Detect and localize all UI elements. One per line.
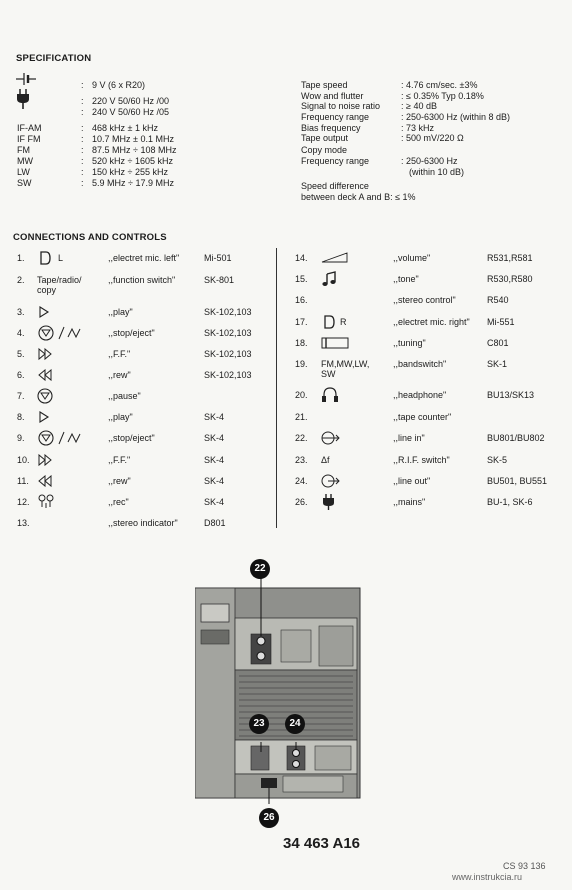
control-ref: BU801/BU802 — [487, 433, 545, 443]
spec-label: IF FM — [17, 134, 41, 144]
control-name: ,,R.I.F. switch" — [393, 455, 450, 465]
control-number: 7. — [17, 391, 25, 401]
control-symbol: L — [58, 253, 64, 263]
rewind-icon — [37, 473, 85, 489]
watermark: www.instrukcia.ru — [452, 872, 523, 882]
control-ref: SK-4 — [204, 497, 225, 507]
column-divider — [276, 248, 277, 528]
spec-label: Signal to noise ratio — [301, 101, 381, 111]
control-number: 22. — [295, 433, 308, 443]
spec-value: 5.9 MHz ÷ 17.9 MHz — [92, 178, 174, 188]
control-symbol-line2: copy — [37, 285, 57, 295]
control-symbol: Tape/radio/ — [37, 275, 82, 285]
control-number: 14. — [295, 253, 308, 263]
control-name: ,,tone" — [393, 274, 419, 284]
control-number: 23. — [295, 455, 308, 465]
spec-colon: : — [81, 145, 84, 155]
control-number: 26. — [295, 497, 308, 507]
tuning-scale-icon — [321, 335, 351, 351]
control-name: ,,volume" — [393, 253, 431, 263]
control-ref: Mi-551 — [487, 317, 515, 327]
control-number: 5. — [17, 349, 25, 359]
control-number: 3. — [17, 307, 25, 317]
mains-plug-icon — [16, 89, 30, 109]
spec-value: (within 10 dB) — [409, 167, 465, 177]
spec-colon: : — [81, 96, 84, 106]
control-name: ,,stop/eject" — [108, 328, 155, 338]
control-number: 6. — [17, 370, 25, 380]
control-number: 19. — [295, 359, 308, 369]
control-ref: SK-801 — [204, 275, 235, 285]
control-symbol: R — [340, 317, 347, 327]
callout-22: 22 — [250, 559, 270, 579]
spec-value: : ≥ 40 dB — [401, 101, 437, 111]
spec-value: 520 kHz ÷ 1605 kHz — [92, 156, 173, 166]
callout-24: 24 — [285, 714, 305, 734]
control-number: 21. — [295, 412, 308, 422]
device-side-panel-figure — [195, 578, 365, 806]
spec-label: Tape speed — [301, 80, 348, 90]
control-name: ,,stop/eject" — [108, 433, 155, 443]
spec-colon: : — [81, 107, 84, 117]
control-ref: R530,R580 — [487, 274, 533, 284]
spec-value: 9 V (6 x R20) — [92, 80, 146, 90]
spec-value: 240 V 50/60 Hz /05 — [92, 107, 170, 117]
spec-label: MW — [17, 156, 33, 166]
control-number: 18. — [295, 338, 308, 348]
control-ref: C801 — [487, 338, 509, 348]
control-name: ,,bandswitch" — [393, 359, 447, 369]
control-number: 16. — [295, 295, 308, 305]
controls-heading: CONNECTIONS AND CONTROLS — [13, 232, 167, 243]
control-name: ,,F.F." — [108, 349, 131, 359]
control-number: 11. — [17, 476, 29, 486]
control-name: ,,rew" — [108, 476, 131, 486]
spec-label: Wow and flutter — [301, 91, 364, 101]
control-name: ,,rew" — [108, 370, 131, 380]
spec-label: LW — [17, 167, 30, 177]
spec-colon: : — [81, 123, 84, 133]
spec-colon: : — [81, 178, 84, 188]
control-number: 10. — [17, 455, 30, 465]
control-ref: SK-102,103 — [204, 349, 252, 359]
spec-value: 150 kHz ÷ 255 kHz — [92, 167, 168, 177]
spec-label: Copy mode — [301, 145, 348, 155]
spec-colon: : — [81, 134, 84, 144]
control-name: ,,tape counter" — [393, 412, 452, 422]
control-ref: Mi-501 — [204, 253, 232, 263]
control-number: 8. — [17, 412, 25, 422]
play-icon — [37, 304, 85, 320]
spec-label: SW — [17, 178, 32, 188]
footer-code: CS 93 136 — [503, 861, 546, 871]
control-number: 20. — [295, 390, 308, 400]
speed-diff-line1: Speed difference — [301, 181, 369, 191]
control-symbol: FM,MW,LW, — [321, 359, 370, 369]
control-name: ,,F.F." — [108, 455, 131, 465]
speed-diff-line2: between deck A and B: ≤ 1% — [301, 192, 416, 202]
control-number: 12. — [17, 497, 30, 507]
control-ref: SK-5 — [487, 455, 508, 465]
control-ref: SK-4 — [204, 412, 225, 422]
control-number: 17. — [295, 317, 308, 327]
spec-label: Frequency range — [301, 112, 370, 122]
spec-value: : 250-6300 Hz (within 8 dB) — [401, 112, 511, 122]
control-name: ,,play" — [108, 307, 133, 317]
control-ref: SK-102,103 — [204, 307, 252, 317]
callout-23: 23 — [249, 714, 269, 734]
spec-colon: : — [81, 80, 84, 90]
control-ref: R540 — [487, 295, 509, 305]
control-ref: BU-1, SK-6 — [487, 497, 533, 507]
spec-value: : 500 mV/220 Ω — [401, 133, 464, 143]
control-number: 13. — [17, 518, 30, 528]
spec-value: 468 kHz ± 1 kHz — [92, 123, 158, 133]
control-ref: SK-102,103 — [204, 328, 252, 338]
control-number: 24. — [295, 476, 308, 486]
spec-label: Frequency range — [301, 156, 370, 166]
control-ref: SK-102,103 — [204, 370, 252, 380]
control-name: ,,tuning" — [393, 338, 426, 348]
control-symbol-line2: SW — [321, 369, 336, 379]
spec-value: : 4.76 cm/sec. ±3% — [401, 80, 478, 90]
control-number: 15. — [295, 274, 308, 284]
control-name: ,,stereo control" — [393, 295, 456, 305]
spec-value: : 250-6300 Hz — [401, 156, 458, 166]
control-name: ,,rec" — [108, 497, 129, 507]
control-name: ,,headphone" — [393, 390, 447, 400]
headphone-icon — [321, 387, 351, 403]
rewind-icon — [37, 367, 85, 383]
control-name: ,,line in" — [393, 433, 425, 443]
control-name: ,,pause" — [108, 391, 141, 401]
control-name: ,,electret mic. right" — [393, 317, 470, 327]
fast-forward-icon — [37, 346, 85, 362]
control-ref: SK-4 — [204, 455, 225, 465]
control-ref: BU501, BU551 — [487, 476, 548, 486]
music-note-icon — [321, 271, 351, 287]
spec-value: 220 V 50/60 Hz /00 — [92, 96, 170, 106]
volume-wedge-icon — [321, 250, 351, 266]
control-name: ,,line out" — [393, 476, 431, 486]
spec-colon: : — [81, 156, 84, 166]
spec-label: FM — [17, 145, 30, 155]
control-number: 9. — [17, 433, 25, 443]
spec-label: Tape output — [301, 133, 349, 143]
spec-value: : 73 kHz — [401, 123, 435, 133]
stop-eject-icon — [37, 325, 85, 341]
spec-value: : ≤ 0.35% Typ 0.18% — [401, 91, 484, 101]
spec-label: Bias frequency — [301, 123, 361, 133]
callout-26: 26 — [259, 808, 279, 828]
control-number: 1. — [17, 253, 25, 263]
line-out-icon — [321, 473, 351, 489]
control-ref: SK-1 — [487, 359, 508, 369]
control-name: ,,mains" — [393, 497, 426, 507]
control-symbol: Δf — [321, 455, 330, 465]
control-name: ,,electret mic. left" — [108, 253, 180, 263]
control-ref: SK-4 — [204, 433, 225, 443]
spec-label: IF-AM — [17, 123, 42, 133]
spec-colon: : — [81, 167, 84, 177]
mains-plug-icon — [321, 494, 351, 510]
play-icon — [37, 409, 85, 425]
control-ref: R531,R581 — [487, 253, 533, 263]
spec-value: 87.5 MHz ÷ 108 MHz — [92, 145, 177, 155]
pause-icon — [37, 388, 85, 404]
stop-eject-icon — [37, 430, 85, 446]
spec-value: 10.7 MHz ± 0.1 MHz — [92, 134, 174, 144]
control-ref: D801 — [204, 518, 226, 528]
control-name: ,,function switch" — [108, 275, 176, 285]
control-number: 4. — [17, 328, 25, 338]
spec-heading: SPECIFICATION — [16, 53, 92, 64]
control-name: ,,play" — [108, 412, 133, 422]
line-in-icon — [321, 430, 351, 446]
record-icon — [37, 494, 85, 510]
control-name: ,,stereo indicator" — [108, 518, 178, 528]
fast-forward-icon — [37, 452, 85, 468]
control-number: 2. — [17, 275, 25, 285]
control-ref: SK-4 — [204, 476, 225, 486]
document-number: 34 463 A16 — [283, 835, 361, 852]
control-ref: BU13/SK13 — [487, 390, 535, 400]
